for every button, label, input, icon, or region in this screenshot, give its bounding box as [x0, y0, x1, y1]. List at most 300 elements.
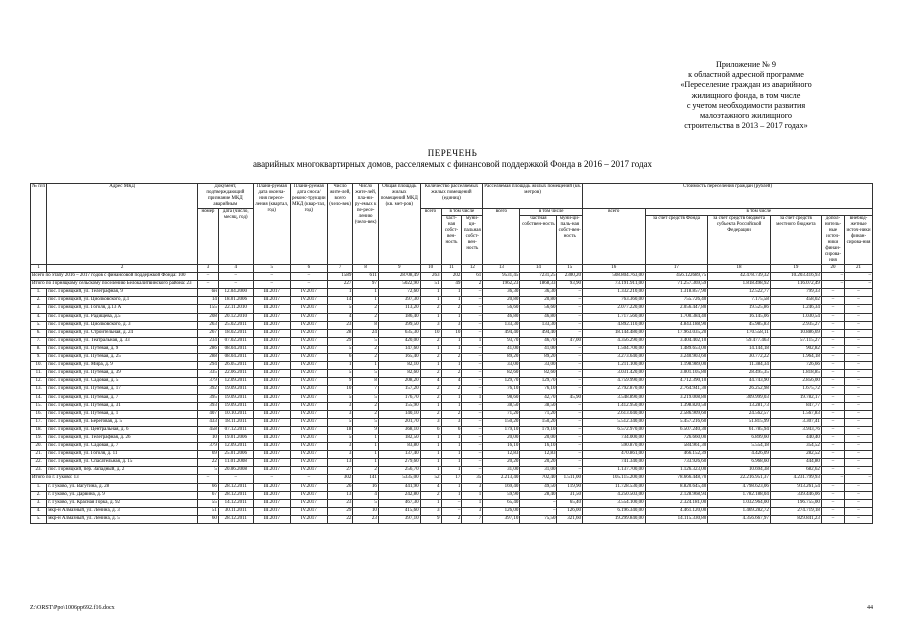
table-cell: 399,50	[378, 321, 420, 329]
table-cell: 27	[327, 467, 353, 475]
table-cell: 6.507.240,30	[645, 426, 708, 434]
column-number: 9	[378, 265, 420, 273]
table-cell: 169,40	[483, 483, 520, 491]
table-cell: 12,83	[520, 451, 557, 459]
table-cell: III.2017	[253, 362, 290, 370]
address-cell: пос. Горняцкий, ул. Циолковского, д.1	[47, 297, 198, 305]
table-cell: 6.196.340,00	[582, 507, 645, 515]
table-cell: 584.961,30	[645, 443, 708, 451]
table-cell: 22	[327, 515, 353, 523]
table-cell: 71,20	[520, 410, 557, 418]
table-cell: 415,60	[378, 507, 420, 515]
summary-label: Итого по Горняцкому сельскому поселению Белокалитвинского района: 23	[31, 281, 198, 289]
table-cell: 466.152,39	[645, 451, 708, 459]
table-cell: 913.261,54	[770, 483, 821, 491]
table-cell: 444,80	[770, 459, 821, 467]
table-cell: –	[821, 499, 844, 507]
summary-value: 1.818.498,92	[708, 281, 771, 289]
address-cell: г. Гуково, ул. Вагутина, д. 28	[47, 483, 198, 491]
table-row	[31, 443, 873, 451]
table-cell: –	[845, 443, 873, 451]
header-num: № п/п	[31, 184, 47, 265]
table-cell: 11.384,34	[708, 362, 771, 370]
table-cell: –	[557, 321, 583, 329]
table-cell: 82,60	[378, 370, 420, 378]
table-cell: –	[821, 329, 844, 337]
table-cell: 1.398.820,50	[645, 402, 708, 410]
table-row	[31, 394, 873, 402]
table-cell: 902,82	[770, 345, 821, 353]
header-rooms-municipal: муни-ци-пальная собст-вен-ность	[462, 216, 483, 265]
table-cell: 294	[198, 362, 219, 370]
table-cell: –	[845, 313, 873, 321]
table-row	[31, 297, 873, 305]
table-cell: IV.2017	[290, 370, 327, 378]
table-cell: –	[441, 499, 462, 507]
table-cell: 76,10	[520, 386, 557, 394]
table-cell: 829.841,23	[770, 515, 821, 523]
table-cell: 59.477.463	[708, 337, 771, 345]
table-cell: 3	[327, 443, 353, 451]
table-cell: 288	[198, 354, 219, 362]
table-cell: 234	[198, 337, 219, 345]
table-cell: –	[557, 305, 583, 313]
table-cell: 467,30	[378, 499, 420, 507]
table-cell: 4	[353, 491, 379, 499]
summary-value: –	[198, 273, 219, 281]
table-cell: 2.792.870,00	[582, 386, 645, 394]
table-cell: 69	[198, 451, 219, 459]
table-cell: –	[462, 289, 483, 297]
table-cell: 18.02.2011	[218, 329, 253, 337]
summary-value: 1589	[327, 273, 353, 281]
summary-row	[31, 273, 873, 281]
table-cell: 20,20	[520, 459, 557, 467]
table-cell: 5.512.340,00	[582, 418, 645, 426]
table-cell: 458	[198, 426, 219, 434]
column-numbers-row	[31, 265, 873, 273]
table-cell: 113,20	[378, 305, 420, 313]
table-cell: 4.843.188,90	[645, 321, 708, 329]
table-cell: –	[462, 313, 483, 321]
table-cell: 3.307,41	[770, 418, 821, 426]
table-cell: 2.	[31, 491, 47, 499]
table-cell: 4	[420, 483, 441, 491]
summary-value: –	[821, 281, 844, 289]
table-cell: –	[557, 434, 583, 442]
table-cell: 126,00	[557, 507, 583, 515]
table-cell: 755.726,40	[645, 297, 708, 305]
table-cell: 12.09.2011	[218, 443, 253, 451]
table-cell: 155,90	[378, 402, 420, 410]
table-cell: –	[462, 467, 483, 475]
table-cell: 20,00	[520, 434, 557, 442]
table-cell: 5	[327, 305, 353, 313]
table-cell: III.2017	[253, 337, 290, 345]
table-cell: –	[845, 515, 873, 523]
table-cell: IV.2017	[290, 402, 327, 410]
summary-value: –	[845, 273, 873, 281]
table-cell: –	[462, 451, 483, 459]
table-cell: 1	[420, 289, 441, 297]
table-cell: 635,30	[378, 329, 420, 337]
table-cell: 20,80	[520, 297, 557, 305]
table-cell: –	[557, 443, 583, 451]
header-docs-num: номер	[198, 209, 219, 265]
table-cell: 1	[441, 443, 462, 451]
table-cell: 29	[327, 507, 353, 515]
table-cell: –	[845, 467, 873, 475]
table-cell: –	[845, 289, 873, 297]
table-cell: 47,00	[557, 337, 583, 345]
address-cell: пос. Горняцкий, ул. Путевая, д. 9	[47, 345, 198, 353]
table-cell: 242,80	[378, 491, 420, 499]
table-cell: 1	[353, 297, 379, 305]
table-cell: 155	[198, 305, 219, 313]
table-cell: –	[462, 321, 483, 329]
table-cell: –	[845, 451, 873, 459]
table-cell: 5	[327, 434, 353, 442]
table-cell: 354,52	[770, 443, 821, 451]
table-cell: 4.356.290,00	[582, 337, 645, 345]
table-cell: –	[845, 418, 873, 426]
table-cell: 274.719,18	[770, 507, 821, 515]
table-cell: IV.2017	[290, 507, 327, 515]
table-cell: 1.818,85	[770, 370, 821, 378]
header-residents: Число жите-лей, всего (чело-век)	[327, 184, 353, 265]
table-cell: –	[845, 297, 873, 305]
table-cell: –	[557, 370, 583, 378]
address-cell: пос. Горняцкий, ул. Гоголя, д.13 А	[47, 305, 198, 313]
table-cell: 2	[441, 386, 462, 394]
table-cell: IV.2017	[290, 434, 327, 442]
table-cell: 2.128.968,94	[645, 491, 708, 499]
table-cell: 10	[420, 329, 441, 337]
table-cell: –	[821, 483, 844, 491]
table-cell: 182,50	[378, 434, 420, 442]
table-cell: 38,50	[520, 402, 557, 410]
table-cell: 734.000,00	[582, 434, 645, 442]
table-cell: 1.137.700,00	[582, 467, 645, 475]
header-cost-fund: за счет средств Фонда	[645, 216, 708, 265]
table-cell: 1.332.210,00	[582, 289, 645, 297]
appendix-line: строительства в 2013 – 2017 годах»	[684, 121, 808, 131]
table-cell: –	[462, 410, 483, 418]
header-cost-total: всего	[582, 209, 645, 265]
table-cell: –	[821, 515, 844, 523]
column-number: 2	[47, 265, 198, 273]
summary-value: 1962,23	[483, 281, 520, 289]
table-cell: IV.2017	[290, 386, 327, 394]
table-cell: 16,10	[483, 443, 520, 451]
table-cell: –	[845, 378, 873, 386]
table-cell: 2.	[31, 297, 47, 305]
summary-value: –	[821, 475, 844, 483]
table-row	[31, 370, 873, 378]
table-cell: 26.05.2011	[218, 362, 253, 370]
table-cell: 1	[441, 491, 462, 499]
table-cell: 2	[441, 370, 462, 378]
document-title	[0, 148, 905, 170]
table-cell: 5	[327, 345, 353, 353]
table-cell: 55	[198, 499, 219, 507]
appendix-line: с учетом необходимости развития	[686, 100, 806, 110]
table-cell: 1.700.384,40	[645, 313, 708, 321]
summary-row	[31, 475, 873, 483]
table-cell: 3	[420, 507, 441, 515]
summary-value: 22.216.951,37	[708, 475, 771, 483]
table-cell: 1	[420, 451, 441, 459]
table-cell: IV.2017	[290, 467, 327, 475]
table-cell: IV.2017	[290, 491, 327, 499]
buildings-table	[30, 183, 873, 524]
table-cell: 1	[353, 289, 379, 297]
table-cell: III.2017	[253, 426, 290, 434]
table-cell: 8	[353, 378, 379, 386]
table-header	[31, 184, 873, 265]
table-row	[31, 337, 873, 345]
table-cell: 65,40	[483, 499, 520, 507]
table-cell: 7.175,58	[708, 297, 771, 305]
summary-value: 78.666.448,70	[645, 475, 708, 483]
table-row	[31, 499, 873, 507]
table-cell: 12.522,77	[708, 289, 771, 297]
table-cell: –	[821, 443, 844, 451]
table-cell: 3.001.105,80	[645, 370, 708, 378]
table-cell: 157,20	[378, 386, 420, 394]
table-cell: 5	[327, 418, 353, 426]
table-cell: 93,70	[483, 337, 520, 345]
header-plan-end: Плани-руемая дата оконча-ния пересе-ления (квартал, год)	[253, 184, 290, 265]
table-cell: 1	[420, 459, 441, 467]
table-cell: IV.2017	[290, 515, 327, 523]
table-cell: –	[845, 337, 873, 345]
table-cell: –	[845, 434, 873, 442]
table-cell: 3	[441, 321, 462, 329]
column-number: 13	[483, 265, 520, 273]
table-cell: 267	[198, 329, 219, 337]
table-cell: 12.09.2011	[218, 378, 253, 386]
table-cell: 17.963.035,20	[645, 329, 708, 337]
table-cell: 129,70	[483, 378, 520, 386]
table-cell: –	[821, 434, 844, 442]
table-cell: –	[821, 418, 844, 426]
table-cell: –	[462, 434, 483, 442]
table-cell: 201,70	[378, 418, 420, 426]
column-number: 5	[253, 265, 290, 273]
table-cell: 13.	[31, 386, 47, 394]
table-cell: 1	[327, 362, 353, 370]
table-cell: 2	[420, 410, 441, 418]
table-cell: IV.2017	[290, 499, 327, 507]
table-cell: IV.2017	[290, 305, 327, 313]
table-cell: 282,52	[770, 451, 821, 459]
table-cell: 3.031.420,00	[582, 370, 645, 378]
summary-value: 42.478.739,32	[708, 273, 771, 281]
summary-value: 116.072,49	[770, 281, 821, 289]
table-cell: 129,70	[520, 378, 557, 386]
table-cell: 1.504.700,00	[582, 345, 645, 353]
table-cell: IV.2017	[290, 459, 327, 467]
table-cell: 407	[198, 410, 219, 418]
table-cell: 19.01.2006	[218, 434, 253, 442]
table-cell: 1.	[31, 289, 47, 297]
summary-value: –	[253, 281, 290, 289]
table-cell: –	[845, 459, 873, 467]
table-cell: 14.115.330,80	[645, 515, 708, 523]
table-cell: 1.964,18	[770, 354, 821, 362]
column-number: 18	[708, 265, 771, 273]
table-cell: III.2017	[253, 378, 290, 386]
table-cell: 45.985,83	[708, 321, 771, 329]
table-cell: 1	[327, 289, 353, 297]
table-cell: –	[845, 329, 873, 337]
appendix-line: Приложение № 9	[716, 60, 776, 69]
table-cell: 395	[198, 394, 219, 402]
table-cell: 28,40	[520, 491, 557, 499]
table-cell: III.2017	[253, 313, 290, 321]
table-cell: 847,77	[770, 402, 821, 410]
table-cell: III.2017	[253, 499, 290, 507]
column-number: 7	[327, 265, 353, 273]
table-cell: 1	[441, 434, 462, 442]
header-cost: Стоимость переселения граждан (рублей)	[582, 184, 872, 209]
summary-value: –	[218, 273, 253, 281]
header-ra-total: всего	[483, 209, 520, 265]
table-cell: –	[821, 459, 844, 467]
table-cell: 1.567,83	[770, 410, 821, 418]
summary-value: 61	[462, 273, 483, 281]
header-cost-region: за счет средств бюджета субъекта Российской Федерации	[708, 216, 771, 265]
table-cell: 5	[353, 499, 379, 507]
table-cell: 5	[353, 370, 379, 378]
summary-value: 611	[353, 273, 379, 281]
table-cell: 3	[420, 321, 441, 329]
address-cell: пос. Горняцкий, ул. Строительная, д. 24	[47, 329, 198, 337]
table-cell: III.2017	[253, 329, 290, 337]
table-cell: 682,62	[770, 467, 821, 475]
table-cell: 30.772,22	[708, 354, 771, 362]
summary-row	[31, 281, 873, 289]
table-cell: –	[557, 459, 583, 467]
table-cell: 1	[441, 451, 462, 459]
table-cell: –	[462, 305, 483, 313]
title-line-1: ПЕРЕЧЕНЬ	[427, 148, 478, 158]
table-cell: 23	[327, 321, 353, 329]
summary-value: –	[218, 281, 253, 289]
summary-value: 7231,25	[520, 273, 557, 281]
table-cell: 08.04.2011	[218, 345, 253, 353]
summary-value: –	[253, 273, 290, 281]
table-cell: 51.815,99	[708, 418, 771, 426]
address-cell: пос. Горняцкий, ул. Путевая, д. 1	[47, 410, 198, 418]
table-cell: 2	[441, 410, 462, 418]
column-number: 21	[845, 265, 873, 273]
column-number: 11	[441, 265, 462, 273]
table-cell: 2.764.941,30	[645, 386, 708, 394]
table-cell: 22.06.2011	[218, 370, 253, 378]
table-cell: 10	[198, 434, 219, 442]
table-cell: 3.219.008,80	[645, 394, 708, 402]
table-cell: 4.461.120,00	[645, 507, 708, 515]
table-cell: 1	[462, 394, 483, 402]
table-cell: 1.032.964,00	[708, 499, 771, 507]
table-cell: 440,40	[770, 434, 821, 442]
table-row	[31, 418, 873, 426]
table-cell: –	[845, 354, 873, 362]
table-cell: 56,60	[483, 305, 520, 313]
table-cell: 20,00	[483, 434, 520, 442]
table-cell: –	[821, 451, 844, 459]
table-cell: 12.04.2000	[218, 289, 253, 297]
table-cell: –	[462, 402, 483, 410]
table-cell: 1.126.323,00	[645, 467, 708, 475]
column-number: 16	[582, 265, 645, 273]
table-cell: –	[845, 394, 873, 402]
table-cell: бн	[198, 289, 219, 297]
table-cell: 71,20	[483, 410, 520, 418]
table-cell: 82,60	[520, 370, 557, 378]
table-cell: 393	[198, 402, 219, 410]
table-cell: 494,40	[520, 329, 557, 337]
table-cell: –	[462, 459, 483, 467]
table-cell: –	[441, 507, 462, 515]
table-cell: 2	[353, 313, 379, 321]
table-cell: 25.02.2011	[218, 321, 253, 329]
table-cell: 1	[462, 491, 483, 499]
column-number: 3	[198, 265, 219, 273]
address-cell: пос. Горняцкий, ул. Циолковского, д. 3	[47, 321, 198, 329]
table-row	[31, 354, 873, 362]
table-cell: 2.056.447,80	[645, 305, 708, 313]
table-cell: 133,30	[520, 321, 557, 329]
table-row	[31, 321, 873, 329]
header-cost-local: за счет средств местного бюджета	[770, 216, 821, 265]
table-cell: 19.	[31, 434, 47, 442]
table-cell: –	[845, 491, 873, 499]
table-cell: III.2017	[253, 491, 290, 499]
table-cell: –	[557, 426, 583, 434]
table-cell: 170.558,11	[708, 329, 771, 337]
table-cell: 3	[327, 402, 353, 410]
summary-value: 1868,33	[520, 281, 557, 289]
header-docs-date: дата (число, месяц, год)	[218, 209, 253, 265]
table-cell: 1.469.282,72	[708, 507, 771, 515]
table-row	[31, 289, 873, 297]
table-cell: 2	[420, 370, 441, 378]
table-cell: 2.586.909,60	[645, 410, 708, 418]
table-cell: 6.968,60	[708, 459, 771, 467]
column-number: 10	[420, 265, 441, 273]
summary-value: 227	[327, 281, 353, 289]
table-cell: –	[845, 305, 873, 313]
table-cell: 20,80	[483, 297, 520, 305]
table-cell: –	[462, 386, 483, 394]
table-cell: 51	[198, 507, 219, 515]
table-cell: 126,00	[483, 507, 520, 515]
table-cell: 31,50	[557, 491, 583, 499]
table-cell: IV.2017	[290, 378, 327, 386]
table-cell: 5.	[31, 321, 47, 329]
table-body	[31, 265, 873, 524]
table-cell: 45,90	[557, 394, 583, 402]
table-cell: –	[462, 418, 483, 426]
header-area-total: Общая площадь жилых помещений МКД (кв. мет-ров)	[378, 184, 420, 265]
summary-value: 702,40	[520, 475, 557, 483]
table-cell: 179,10	[483, 426, 520, 434]
table-cell: 36,30	[483, 289, 520, 297]
summary-value: –	[218, 475, 253, 483]
